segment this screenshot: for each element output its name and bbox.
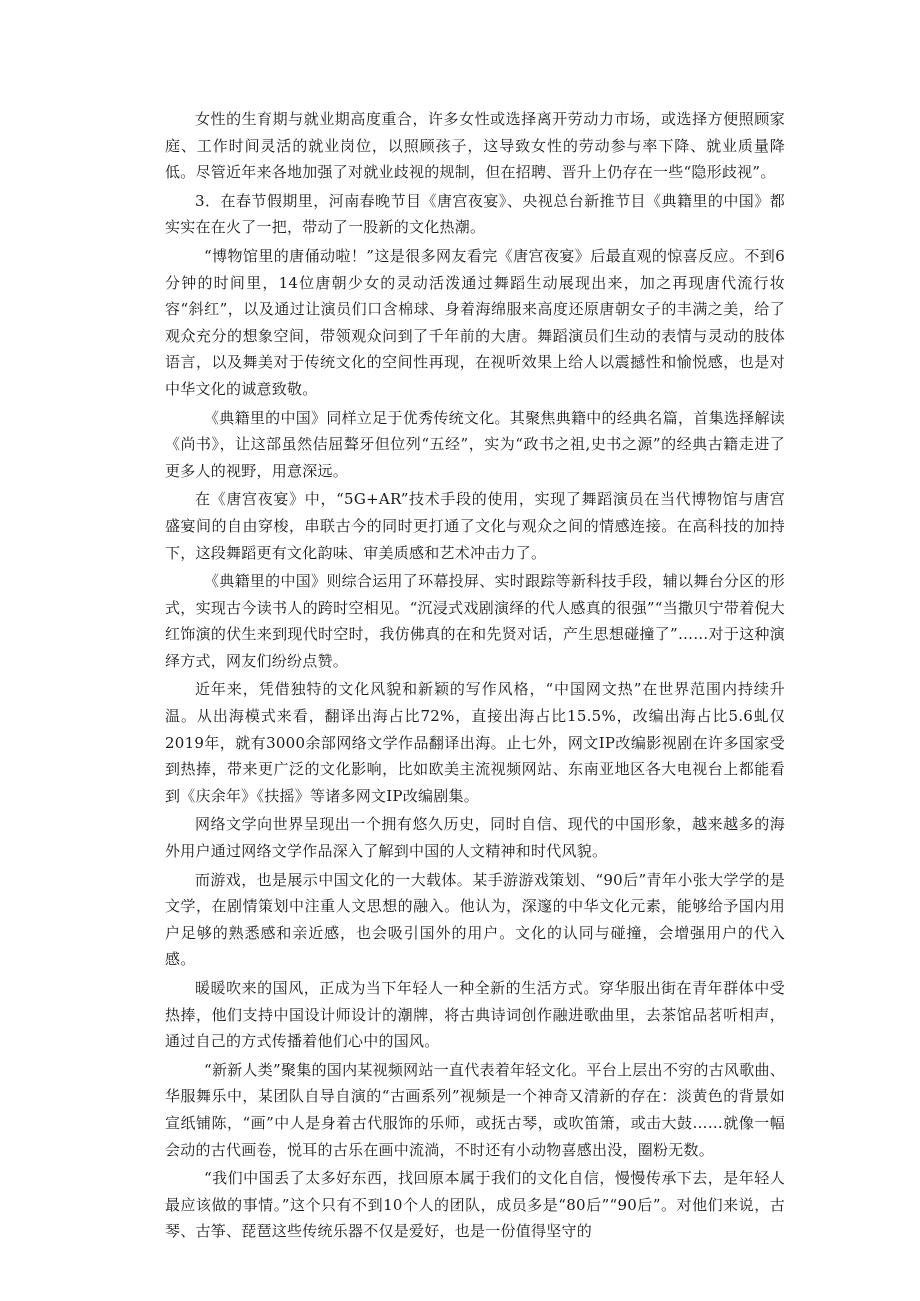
paragraph-2: 3．在春节假期里，河南春晚节目《唐宫夜宴》、央视总台新推节目《典籍里的中国》都实实在在火了一把，带动了一股新的文化热潮。 <box>165 191 785 237</box>
paragraph-8: 网络文学向世界呈现出一个拥有悠久历史，同时自信、现代的中国形象，越来越多的海外用户通过网络文学作品深入了解到中国的人文精神和时代风貌。 <box>165 815 785 861</box>
paragraph-4: 《典籍里的中国》同样立足于优秀传统文化。其聚焦典籍中的经典名篇，首集选择解读《尚书》，让这部虽然佶屈聱牙但位列“五经”，实为“政书之祖,史书之源”的经典古籍走进了更多人的视野，用意深远。 <box>165 408 785 480</box>
paragraph-9: 而游戏，也是展示中国文化的一大载体。某手游游戏策划、“90后”青年小张大学学的是文学，在剧情策划中注重人文思想的融入。他认为，深邃的中华文化元素，能够给予国内用户足够的熟悉感和亲近感，也会吸引国外的用户。文化的认同与碰撞，会增强用户的代入感。 <box>165 870 785 969</box>
paragraph-5: 在《唐宫夜宴》中，“5G+AR”技术手段的使用，实现了舞蹈演员在当代博物馆与唐宫盛宴间的自由穿梭，串联古今的同时更打通了文化与观众之间的情感连接。在高科技的加持下，这段舞蹈更有文化韵味、审美质感和艺术冲击力了。 <box>165 490 785 562</box>
paragraph-10: 暖暖吹来的国风，正成为当下年轻人一种全新的生活方式。穿华服出街在青年群体中受热捧，他们支持中国设计师设计的潮牌，将古典诗词创作融进歌曲里，去茶馆品茗听相声，通过自己的方式传播着他们心中的国风。 <box>165 979 785 1051</box>
paragraph-11: “新新人类”聚集的国内某视频网站一直代表着年轻文化。平台上层出不穷的古风歌曲、华服舞乐中，某团队自导自演的“古画系列”视频是一个神奇又清新的存在：淡黄色的背景如宣纸铺陈，“画”中人是身着古代服饰的乐师，或抚古琴，或吹笛箫，或击大鼓……就像一幅会动的古代画卷，悦耳的古乐在画中流淌，不时还有小动物喜感出没，圈粉无数。 <box>165 1060 785 1159</box>
paragraph-1: 女性的生育期与就业期高度重合，许多女性或选择离开劳动力市场，或选择方便照顾家庭、工作时间灵活的就业岗位，以照顾孩子，这导致女性的劳动参与率下降、就业质量降低。尽管近年来各地加强了对就业歧视的规制，但在招聘、晋升上仍存在一些“隐形歧视”。 <box>165 110 785 182</box>
paragraph-7: 近年来，凭借独特的文化风貌和新颖的写作风格，“中国网文热”在世界范围内持续升温。从出海模式来看，翻译出海占比72%，直接出海占比15.5%，改编出海占比5.6虬仅2019年，就有3000余部网络文学作品翻译出海。止七外，网文IP改编影视剧在许多国家受到热捧，带来更广泛的文化影响，比如欧美主流视频网站、东南亚地区各大电视台上都能看到《庆余年》《扶摇》等诸多网文IP改编剧集。 <box>165 680 785 805</box>
paragraph-3: “博物馆里的唐俑动啦！”这是很多网友看完《唐宫夜宴》后最直观的惊喜反应。不到6分钟的时间里，14位唐朝少女的灵动活泼通过舞蹈生动展现出来，加之再现唐代流行妆容“斜红”，以及通过让演员们口含棉球、身着海绵服来高度还原唐朝女子的丰满之美，给了观众充分的想象空间，带领观众问到了千年前的大唐。舞蹈演员们生动的表情与灵动的肢体语言，以及舞美对于传统文化的空间性再现，在视听效果上给人以震撼性和愉悦感，也是对中华文化的诚意致敬。 <box>165 246 785 398</box>
document-body <box>165 106 785 1247</box>
paragraph-6: 《典籍里的中国》则综合运用了环幕投屏、实时跟踪等新科技手段，辅以舞台分区的形式，实现古今读书人的跨时空相见。“沉浸式戏剧演绎的代人感真的很强”“当撒贝宁带着倪大红饰演的伏生来到现代时空时，我仿佛真的在和先贤对话，产生思想碰撞了”……对于这种演绎方式，网友们纷纷点赞。 <box>165 572 785 670</box>
paragraph-12: “我们中国丢了太多好东西，找回原本属于我们的文化自信，慢慢传承下去，是年轻人最应该做的事情。”这个只有不到10个人的团队，成员多是“80后”“90后”。对他们来说，古琴、古筝、琵琶这些传统乐器不仅是爱好，也是一份值得坚守的 <box>165 1169 785 1241</box>
